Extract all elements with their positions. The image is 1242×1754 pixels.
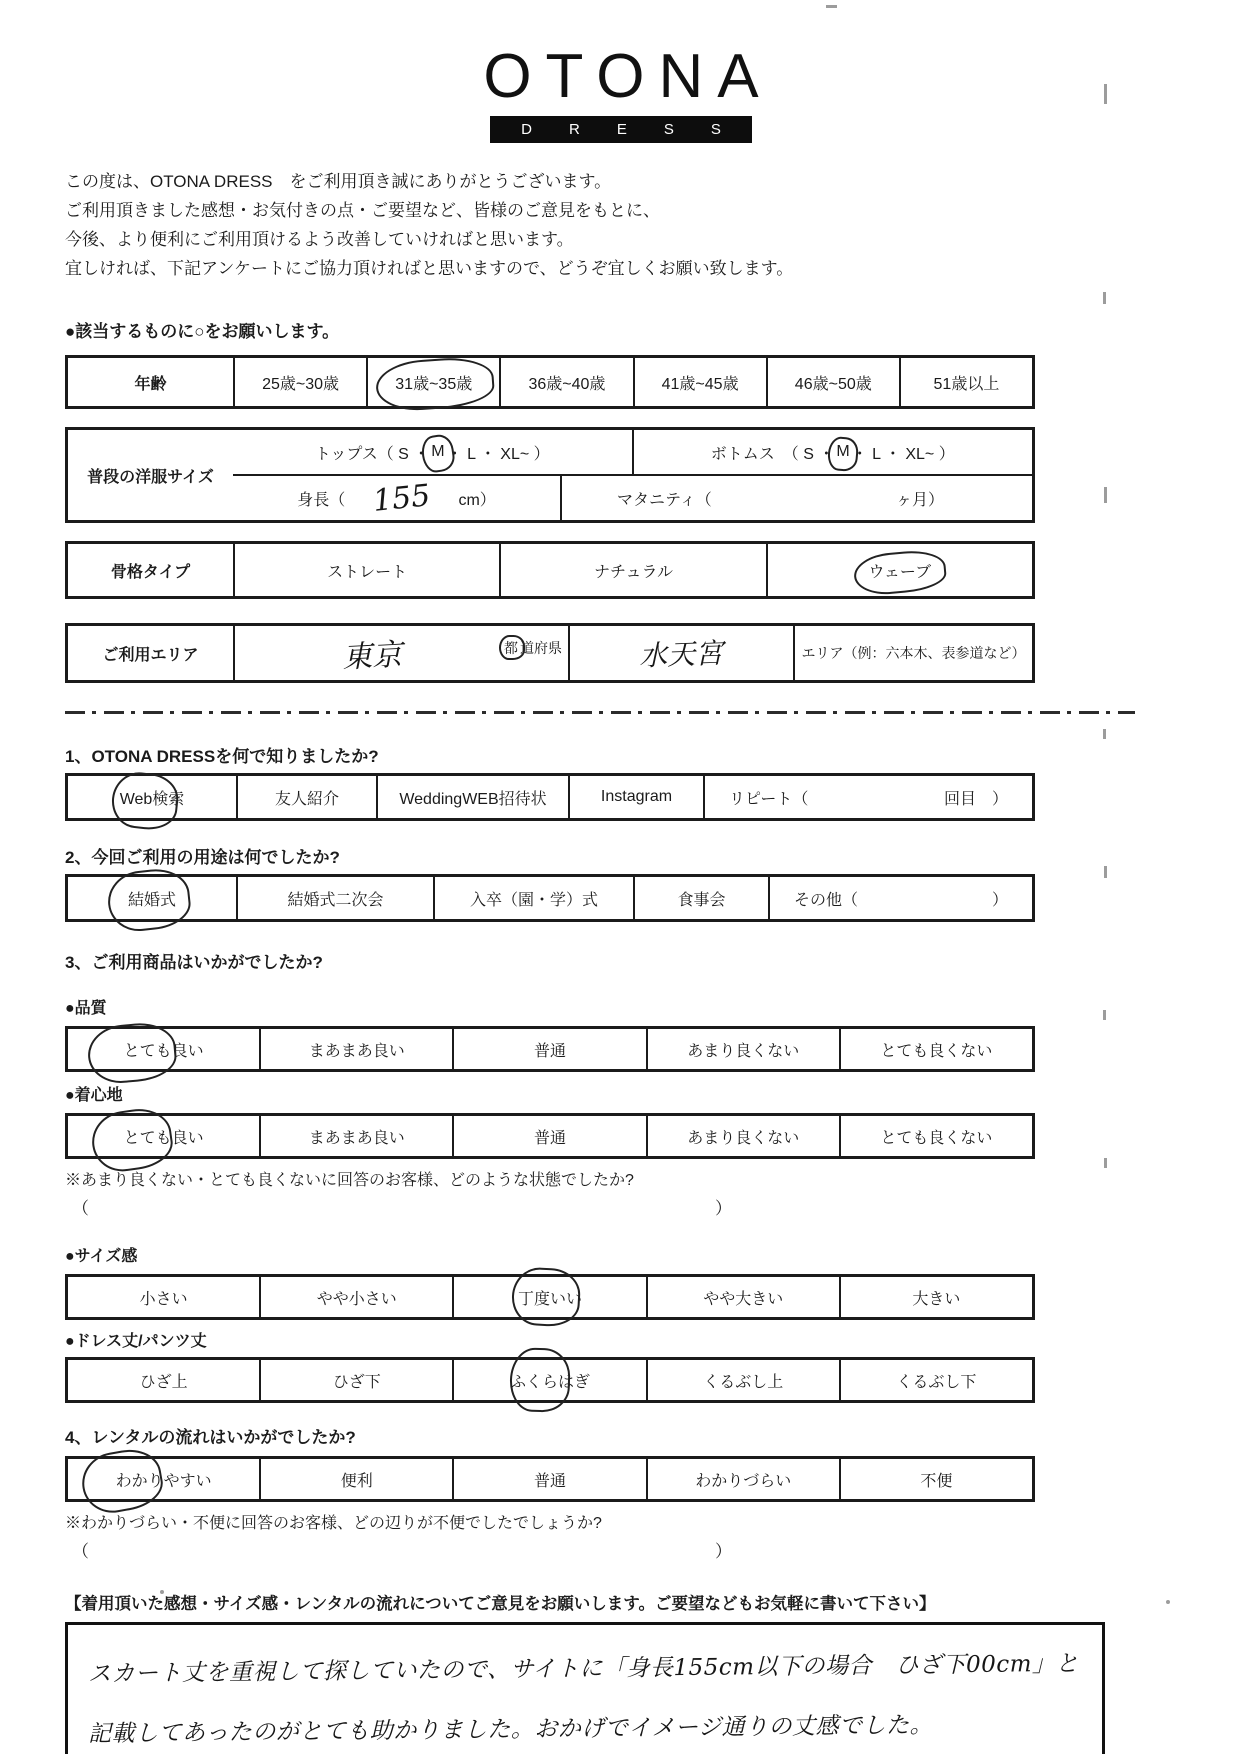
option-length-calf: ふくらはぎ bbox=[452, 1360, 645, 1400]
option-q2-afterparty: 結婚式二次会 bbox=[236, 877, 433, 919]
option-age-46-50: 46歳~50歳 bbox=[766, 358, 899, 406]
option-q1-wedding-web: WeddingWEB招待状 bbox=[376, 776, 568, 818]
comment-box bbox=[65, 1622, 1105, 1754]
q1-table bbox=[65, 773, 1035, 821]
comment-heading: 【着用頂いた感想・サイズ感・レンタルの流れについてご意見をお願いします。ご要望などもお気軽に書いて下さい】 bbox=[65, 1595, 936, 1613]
scan-artifact bbox=[1104, 84, 1107, 104]
intro-line: 今後、より便利にご利用頂けるよう改善していければと思います。 bbox=[65, 230, 574, 249]
option-comfort-very-good: とても良い bbox=[68, 1116, 259, 1156]
option-q1-instagram: Instagram bbox=[568, 776, 703, 818]
size-feel-table bbox=[65, 1274, 1035, 1320]
option-q1-repeat: リピート（ 回目 ） bbox=[703, 776, 1032, 818]
length-label: ●ドレス丈/パンツ丈 bbox=[65, 1333, 207, 1350]
bottoms-size-selected: M bbox=[834, 443, 851, 461]
q3-answer-parens: （ ） bbox=[72, 1199, 732, 1218]
dashed-divider bbox=[65, 711, 1135, 714]
option-length-above-knee: ひざ上 bbox=[139, 1373, 188, 1391]
intro-line: ご利用頂きました感想・お気付きの点・ご要望など、皆様のご意見をもとに、 bbox=[65, 201, 660, 220]
quality-table bbox=[65, 1026, 1035, 1072]
logo bbox=[0, 0, 1242, 143]
option-comfort-good: まあまあ良い bbox=[259, 1116, 452, 1156]
scan-artifact bbox=[826, 5, 837, 8]
comfort-label: ●着心地 bbox=[65, 1087, 123, 1104]
option-q2-other: その他（ ） bbox=[768, 877, 1032, 919]
logo-subtitle: DRESS bbox=[521, 121, 758, 138]
option-skeleton-wave: ウェーブ bbox=[766, 544, 1032, 596]
survey-instruction: ●該当するものに○をお願いします。 bbox=[65, 322, 340, 341]
option-size-big: 大きい bbox=[839, 1277, 1032, 1317]
q4-bad-note: ※わかりづらい・不便に回答のお客様、どの辺りが不便でしたでしょうか? bbox=[65, 1515, 602, 1532]
logo-title: OTONA bbox=[483, 42, 773, 111]
skeleton-type-label: 骨格タイプ bbox=[110, 563, 191, 581]
option-skeleton-natural: ナチュラル bbox=[499, 544, 765, 596]
prefecture-cell bbox=[233, 626, 568, 680]
q4-title: 4、レンタルの流れはいかがでしたか? bbox=[65, 1428, 356, 1447]
option-age-25-30: 25歳~30歳 bbox=[233, 358, 366, 406]
intro-line: 宜しければ、下記アンケートにご協力頂ければと思いますので、どうぞ宜しくお願い致します。 bbox=[65, 259, 794, 278]
option-quality-very-good: とても良い bbox=[68, 1029, 259, 1069]
scan-artifact bbox=[1104, 487, 1107, 503]
option-size-bit-big: やや大きい bbox=[646, 1277, 839, 1317]
comfort-table bbox=[65, 1113, 1035, 1159]
intro-text bbox=[65, 167, 1242, 283]
option-q2-ceremony: 入卒（園・学）式 bbox=[433, 877, 633, 919]
scan-artifact bbox=[1104, 1158, 1107, 1168]
option-comfort-very-bad: とても良くない bbox=[839, 1116, 1032, 1156]
option-comfort-normal: 普通 bbox=[452, 1116, 645, 1156]
option-quality-very-bad: とても良くない bbox=[839, 1029, 1032, 1069]
logo-subtitle-bar bbox=[490, 116, 758, 143]
option-q4-normal: 普通 bbox=[452, 1459, 645, 1499]
option-q1-friend-referral: 友人紹介 bbox=[236, 776, 376, 818]
option-length-above-ankle: くるぶし上 bbox=[646, 1360, 839, 1400]
prefecture-value-handwritten: 東京 bbox=[340, 637, 403, 676]
length-table bbox=[65, 1357, 1035, 1403]
clothing-size-label: 普段の洋服サイズ bbox=[87, 468, 214, 486]
scan-artifact bbox=[1103, 292, 1106, 304]
q2-title: 2、今回ご利用の用途は何でしたか? bbox=[65, 848, 340, 867]
tops-size-cell: トップス（ S ・ M ・ L ・ XL~ ） bbox=[233, 430, 632, 474]
scan-artifact bbox=[1103, 729, 1106, 739]
comment-handwritten-line: スカート丈を重視して探していたので、サイトに「身長155cm以下の場合 ひざ下00cm」と bbox=[87, 1650, 1080, 1688]
area-value-handwritten: 水天宮 bbox=[638, 636, 725, 673]
q4-table bbox=[65, 1456, 1035, 1502]
clothing-size-table bbox=[65, 427, 1035, 523]
age-label: 年齢 bbox=[134, 375, 167, 393]
age-table bbox=[65, 355, 1035, 409]
quality-label: ●品質 bbox=[65, 1000, 107, 1017]
option-comfort-not-good: あまり良くない bbox=[646, 1116, 839, 1156]
option-age-31-35: 31歳~35歳 bbox=[366, 358, 499, 406]
usage-area-label: ご利用エリア bbox=[102, 646, 199, 664]
scan-artifact bbox=[1166, 1600, 1170, 1604]
skeleton-type-table bbox=[65, 541, 1035, 599]
option-age-41-45: 41歳~45歳 bbox=[633, 358, 766, 406]
size-feel-label: ●サイズ感 bbox=[65, 1248, 138, 1265]
intro-line: この度は、OTONA DRESS をご利用頂き誠にありがとうございます。 bbox=[65, 172, 612, 191]
option-q4-easy: わかりやすい bbox=[68, 1459, 259, 1499]
bottoms-size-cell: ボトムス （ S ・ M ・ L ・ XL~ ） bbox=[632, 430, 1033, 474]
height-value-handwritten: 155 bbox=[371, 477, 433, 519]
q3-title: 3、ご利用商品はいかがでしたか? bbox=[65, 953, 323, 972]
option-quality-good: まあまあ良い bbox=[259, 1029, 452, 1069]
option-age-51plus: 51歳以上 bbox=[899, 358, 1032, 406]
option-quality-not-good: あまり良くない bbox=[646, 1029, 839, 1069]
area-value-cell bbox=[568, 626, 793, 680]
q2-table bbox=[65, 874, 1035, 922]
tops-size-selected: M bbox=[429, 443, 446, 461]
q1-title: 1、OTONA DRESSを何で知りましたか? bbox=[65, 747, 379, 766]
option-length-below-knee: ひざ下 bbox=[259, 1360, 452, 1400]
q3-bad-note: ※あまり良くない・とても良くないに回答のお客様、どのような状態でしたか? bbox=[65, 1172, 634, 1189]
option-quality-normal: 普通 bbox=[452, 1029, 645, 1069]
scan-artifact bbox=[1104, 866, 1107, 878]
option-size-just-right: 丁度いい bbox=[452, 1277, 645, 1317]
option-q4-inconvenient: 不便 bbox=[839, 1459, 1032, 1499]
usage-area-table bbox=[65, 623, 1035, 683]
option-q2-wedding: 結婚式 bbox=[68, 877, 236, 919]
option-skeleton-straight: ストレート bbox=[233, 544, 499, 596]
area-hint-cell: エリア（例：六本木、表参道など） bbox=[793, 626, 1032, 680]
option-age-36-40: 36歳~40歳 bbox=[499, 358, 632, 406]
option-q4-confusing: わかりづらい bbox=[646, 1459, 839, 1499]
prefecture-circled-char: 都 bbox=[502, 638, 520, 658]
option-q4-convenient: 便利 bbox=[259, 1459, 452, 1499]
height-cell: 身長（ 155 cm） bbox=[297, 477, 496, 519]
scan-artifact bbox=[160, 1590, 164, 1594]
scan-artifact bbox=[1103, 1010, 1106, 1020]
maternity-cell: マタニティ（ ヶ月） bbox=[560, 476, 1032, 520]
option-size-bit-small: やや小さい bbox=[259, 1277, 452, 1317]
comment-handwritten-line: 記載してあったのがとても助かりました。おかげでイメージ通りの丈感でした。 bbox=[87, 1712, 934, 1748]
option-q1-web-search: Web検索 bbox=[68, 776, 236, 818]
option-size-small: 小さい bbox=[139, 1290, 188, 1308]
option-q2-dinner: 食事会 bbox=[633, 877, 768, 919]
q4-answer-parens: （ ） bbox=[72, 1542, 732, 1561]
prefecture-suffix: 都 道府県 bbox=[502, 638, 562, 658]
option-length-below-ankle: くるぶし下 bbox=[839, 1360, 1032, 1400]
